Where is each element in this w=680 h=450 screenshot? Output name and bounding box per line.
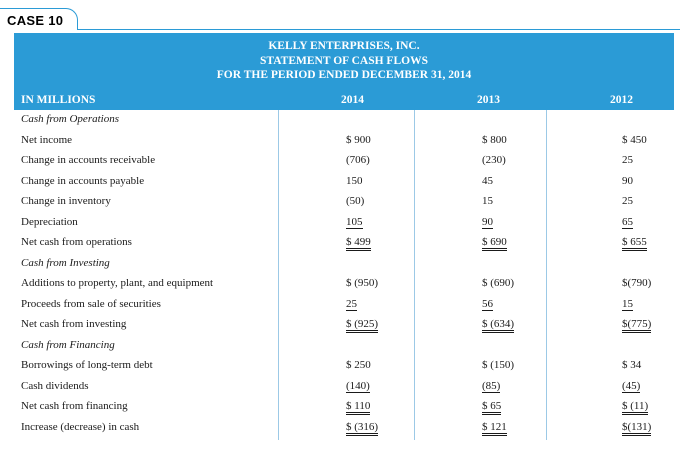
cell-2013: 56: [482, 297, 493, 310]
row-label: Net cash from investing: [21, 318, 127, 330]
row-label: Cash dividends: [21, 379, 89, 392]
unit-label: IN MILLIONS: [21, 94, 96, 106]
section-heading-row: [14, 254, 674, 274]
cell-2013: 90: [482, 215, 493, 228]
cell-2014: (706): [346, 154, 370, 166]
column-2014: 2014: [341, 94, 364, 106]
table-row: [14, 192, 674, 212]
row-label: Change in accounts payable: [21, 174, 145, 187]
section-heading: Cash from Financing: [21, 338, 115, 351]
cell-2012: $ 450: [622, 133, 647, 146]
case-tab: [0, 8, 78, 30]
cell-2012: $(790): [622, 277, 652, 289]
cell-2012: $ 34: [622, 359, 642, 371]
table-row: [14, 274, 674, 294]
column-header-row: [14, 90, 674, 110]
table-row: [14, 151, 674, 171]
cell-2013: $ 800: [482, 133, 507, 146]
table-row: [14, 233, 674, 253]
case-divider: [78, 29, 680, 30]
statement-title: STATEMENT OF CASH FLOWS: [260, 54, 428, 67]
cell-2013: $ 121: [482, 421, 507, 436]
section-heading: Cash from Investing: [21, 256, 110, 269]
cell-2012: 25: [622, 154, 633, 166]
cell-2014: $ (925): [346, 318, 378, 333]
row-label: Increase (decrease) in cash: [21, 420, 140, 433]
table-row: [14, 172, 674, 192]
row-label: Change in accounts receivable: [21, 154, 156, 166]
table-row: [14, 418, 674, 438]
cell-2013: (230): [482, 154, 506, 166]
cell-2012: 25: [622, 195, 633, 207]
cell-2014: $ (950): [346, 277, 379, 289]
cell-2014: 25: [346, 297, 357, 310]
row-label: Net cash from operations: [21, 236, 132, 248]
cell-2014: 150: [346, 174, 363, 187]
row-label: Borrowings of long-term debt: [21, 359, 153, 371]
cell-2012: 15: [622, 297, 633, 310]
cell-2014: (140): [346, 379, 370, 392]
cell-2012: $(775): [622, 318, 651, 333]
table-row: [14, 397, 674, 417]
cell-2014: $ 499: [346, 236, 371, 251]
case-label: CASE 10: [7, 13, 64, 28]
table-row: [14, 131, 674, 151]
cell-2014: (50): [346, 195, 365, 207]
cell-2014: $ 900: [346, 133, 371, 146]
cell-2014: $ (316): [346, 421, 378, 436]
cell-2013: $ (150): [482, 359, 515, 371]
table-row: [14, 356, 674, 376]
column-2012: 2012: [610, 94, 633, 106]
cell-2013: (85): [482, 379, 501, 392]
cash-flow-table: [14, 110, 674, 440]
company-name: KELLY ENTERPRISES, INC.: [268, 40, 420, 52]
cell-2012: $ (11): [622, 400, 648, 415]
cell-2014: 105: [346, 215, 363, 228]
cell-2012: (45): [622, 379, 641, 392]
cell-2013: $ 690: [482, 236, 507, 251]
row-label: Additions to property, plant, and equipment: [21, 277, 214, 289]
statement-header: [14, 33, 674, 90]
section-heading: Cash from Operations: [21, 113, 119, 125]
cell-2012: 65: [622, 215, 633, 228]
cell-2014: $ 250: [346, 359, 371, 371]
section-heading-row: [14, 110, 674, 130]
cell-2012: 90: [622, 174, 633, 187]
table-row: [14, 213, 674, 233]
row-label: Net cash from financing: [21, 400, 128, 412]
row-label: Proceeds from sale of securities: [21, 297, 161, 310]
cell-2013: 15: [482, 195, 493, 207]
cell-2012: $(131): [622, 421, 651, 436]
table-row: [14, 295, 674, 315]
column-2013: 2013: [477, 94, 500, 106]
row-label: Change in inventory: [21, 195, 111, 207]
statement-period: FOR THE PERIOD ENDED DECEMBER 31, 2014: [216, 69, 472, 81]
table-row: [14, 315, 674, 335]
cell-2014: $ 110: [346, 400, 370, 415]
table-row: [14, 377, 674, 397]
row-label: Net income: [21, 133, 73, 146]
cell-2012: $ 655: [622, 236, 647, 251]
cell-2013: $ (634): [482, 318, 514, 333]
cell-2013: 45: [482, 174, 493, 187]
cell-2013: $ 65: [482, 400, 501, 415]
section-heading-row: [14, 336, 674, 356]
row-label: Depreciation: [21, 215, 78, 228]
cell-2013: $ (690): [482, 277, 515, 289]
